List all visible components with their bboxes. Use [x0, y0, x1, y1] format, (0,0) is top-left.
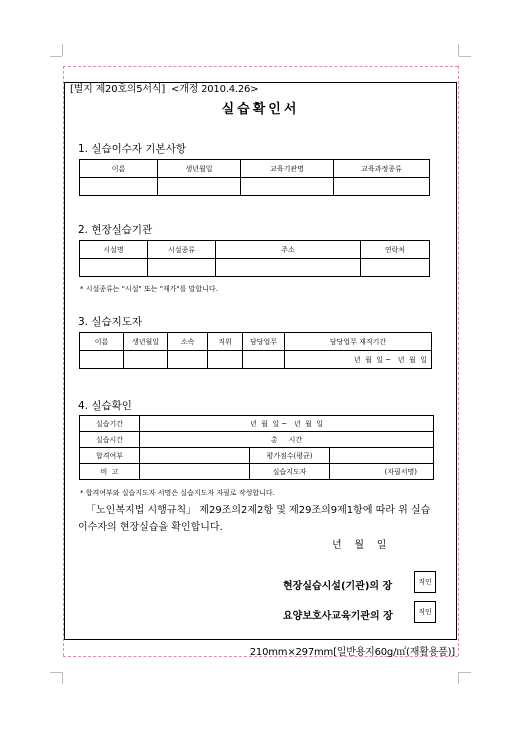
crop-mark-bottom-right-h	[459, 672, 471, 673]
label-remarks: 비 고	[80, 464, 140, 480]
crop-mark-bottom-left-v	[62, 672, 63, 684]
trainee-course-field[interactable]	[334, 178, 430, 196]
supervisor-signature-field[interactable]: (자필서명)	[330, 464, 434, 480]
section2-heading: 2. 현장실습기관	[78, 224, 153, 236]
training-confirmation-table	[79, 415, 434, 480]
statement-line-2: 이수자의 현장실습을 확인합니다.	[78, 522, 223, 533]
col-facility-name: 시설명	[80, 241, 148, 259]
supervisor-position-field[interactable]	[208, 351, 243, 369]
col-affiliation: 소속	[168, 333, 208, 351]
col-address: 주소	[216, 241, 361, 259]
crop-mark-top-right-h	[459, 56, 471, 57]
margin-guide-right	[458, 66, 459, 656]
col-duty: 담당업무	[243, 333, 285, 351]
trainee-table	[79, 159, 430, 196]
trainee-birthdate-field[interactable]	[158, 178, 241, 196]
seal-box-facility[interactable]: 직인	[414, 571, 436, 593]
col-supervisor-birthdate: 생년월일	[124, 333, 168, 351]
signature-label-education: 요양보호사교육기관의 장	[283, 611, 393, 622]
supervisor-birthdate-field[interactable]	[124, 351, 168, 369]
seal-box-education[interactable]: 직인	[414, 601, 436, 623]
trainee-name-field[interactable]	[80, 178, 158, 196]
label-supervisor: 실습지도자	[250, 464, 330, 480]
remarks-field[interactable]	[140, 464, 250, 480]
facility-type-note: * 시설종류는 "시설" 또는 "재가"를 말합니다.	[80, 285, 218, 293]
col-supervisor-name: 이름	[80, 333, 124, 351]
section1-heading: 1. 실습이수자 기본사항	[78, 143, 186, 155]
label-training-period: 실습기간	[80, 416, 140, 432]
col-name: 이름	[80, 160, 158, 178]
evaluation-score-field[interactable]	[330, 448, 434, 464]
signature-note: * 합격여부와 실습지도자 서명은 실습지도자 자필로 작성합니다.	[80, 489, 275, 497]
facility-contact-field[interactable]	[361, 259, 430, 277]
pass-status-field[interactable]	[140, 448, 250, 464]
crop-mark-bottom-right-v	[458, 672, 459, 684]
facility-type-field[interactable]	[148, 259, 216, 277]
col-course-type: 교육과정종류	[334, 160, 430, 178]
paper-spec-footer: 210mm×297mm[일반용지60g/㎡(재활용품)]	[249, 647, 455, 658]
training-hours-field[interactable]: 총 시간	[140, 432, 434, 448]
label-evaluation-score: 평가점수(평균)	[250, 448, 330, 464]
document-title: 실습확인서	[221, 102, 300, 117]
col-institution: 교육기관명	[241, 160, 334, 178]
section3-heading: 3. 실습지도자	[78, 316, 143, 328]
supervisor-period-field[interactable]: 년 월 일 ~ 년 월 일	[285, 351, 432, 369]
trainee-institution-field[interactable]	[241, 178, 334, 196]
signature-label-facility: 현장실습시설(기관)의 장	[283, 581, 393, 592]
crop-mark-top-left-h	[50, 56, 62, 57]
col-birthdate: 생년월일	[158, 160, 241, 178]
form-reference: [별지 제20호의5서식]	[69, 84, 166, 95]
supervisor-table	[79, 332, 432, 369]
label-training-hours: 실습시간	[80, 432, 140, 448]
supervisor-name-field[interactable]	[80, 351, 124, 369]
training-period-field[interactable]: 년 월 일 ~ 년 월 일	[140, 416, 434, 432]
crop-mark-top-left-v	[62, 44, 63, 56]
col-position: 직위	[208, 333, 243, 351]
facility-table	[79, 240, 430, 277]
crop-mark-top-right-v	[458, 44, 459, 56]
label-pass-status: 합격여부	[80, 448, 140, 464]
col-facility-type: 시설종류	[148, 241, 216, 259]
margin-guide-top	[63, 66, 458, 67]
supervisor-affiliation-field[interactable]	[168, 351, 208, 369]
col-duty-period: 담당업무 재직기간	[285, 333, 432, 351]
crop-mark-bottom-left-h	[50, 672, 62, 673]
revision-note: <개정 2010.4.26>	[171, 84, 259, 95]
statement-line-1: 「노인복지법 시행규칙」 제29조의2제2항 및 제29조의9제1항에 따라 위 실습	[86, 505, 431, 516]
section4-heading: 4. 실습확인	[78, 400, 132, 412]
statement-date: 년 월 일	[332, 540, 387, 551]
col-contact: 연락처	[361, 241, 430, 259]
facility-address-field[interactable]	[216, 259, 361, 277]
facility-name-field[interactable]	[80, 259, 148, 277]
supervisor-duty-field[interactable]	[243, 351, 285, 369]
